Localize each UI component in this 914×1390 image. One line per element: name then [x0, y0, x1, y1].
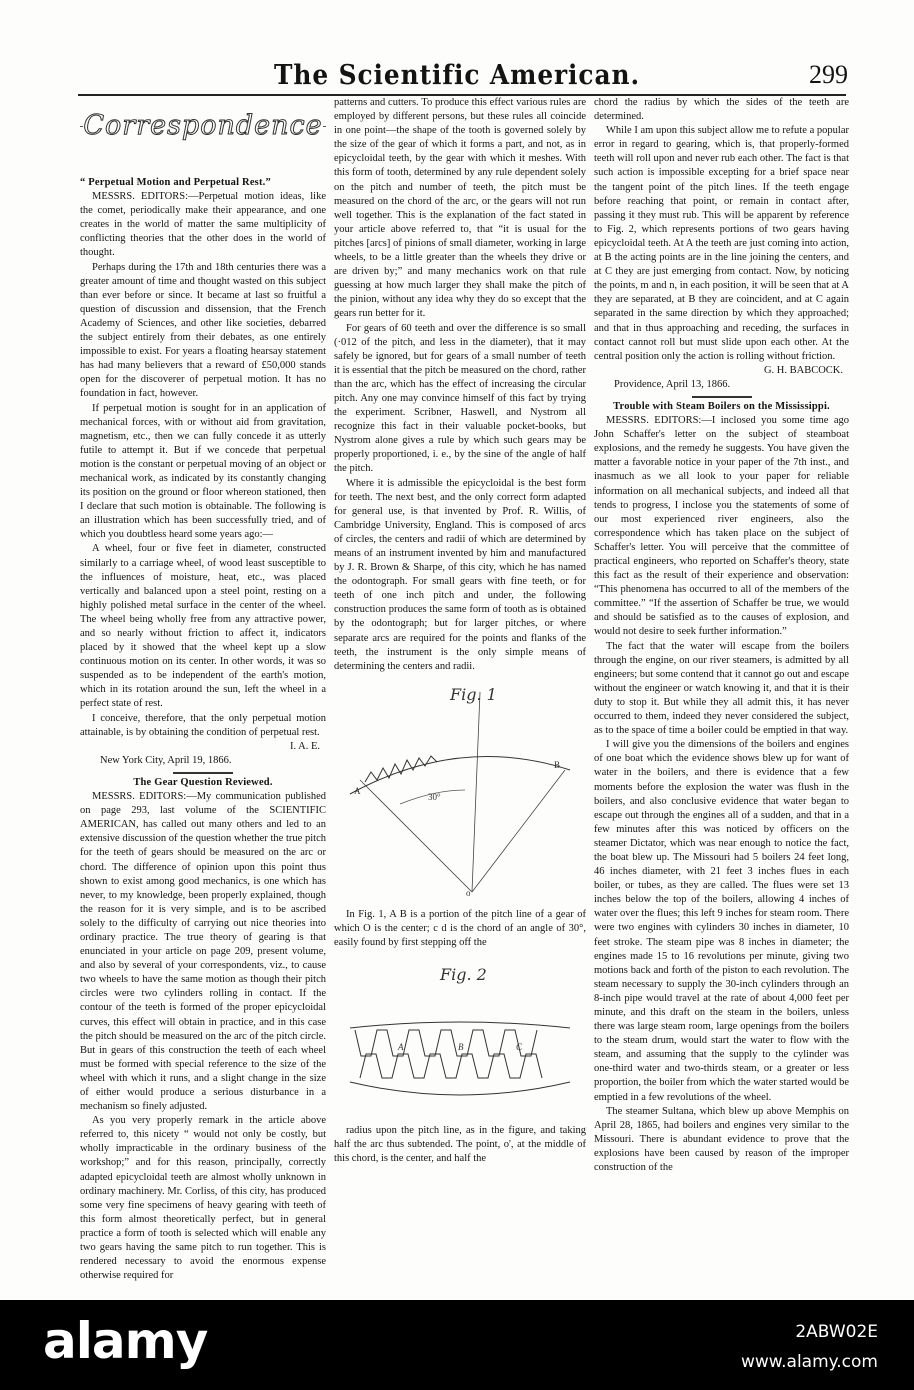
figure-1-center-line [472, 692, 480, 892]
figure-2-label-b: B [458, 1042, 464, 1053]
paragraph: In Fig. 1, A B is a portion of the pitch line of a gear of which O is the center; c d is the chord of an angle of 30°, easily found by first stepping off the [334, 908, 586, 949]
figure-1-point-o: o [466, 887, 471, 898]
paragraph: MESSRS. EDITORS:—Perpetual motion ideas, like the comet, periodically make their appearance, and one creates in the world of matter the same multiplicity of conflicting theories that the other does in the world of thought. [80, 191, 326, 259]
correspondence-banner [80, 96, 326, 156]
section-divider [692, 396, 752, 398]
banner-flourish-right [323, 126, 326, 127]
article-heading-steam-boilers: Trouble with Steam Boilers on the Mississippi. [613, 400, 830, 412]
figure-1-point-a: A [354, 785, 361, 796]
figure-2-label-a: A [398, 1042, 404, 1053]
paragraph: While I am upon this subject allow me to refute a popular error in regard to gearing, which is, that properly-formed teeth will roll upon and never rub each other. The fact is that such action is impossible excepting for a brief space near the tangent point of the pitch lines. If the teeth engage before reaching that point, or remain in contact after, passing it they must rub. This will be apparent by reference to Fig. 2, which represents portions of two gears having epicycloidal teeth. At A the teeth are just coming into action, at B the acting points are in the line joining the centers, and at C they are just emerging from contact. Now, by noticing the points, m and n, in each position, it will be seen that at A they are separated, at B they are coincident, and at C again separated in the same direction by which they approached; and that in thus approaching and receding, the surfaces in contact cannot roll but must slide upon each other. At the central position only the action is rolling without friction. [594, 125, 849, 362]
paragraph: Where it is admissible the epicycloidal is the best form for teeth. The next best, and the only correct form adapted for general use, is that invented by Prof. R. Willis, of Cambridge University, England. This is composed of arcs of circles, the centers and radii of which are determined by means of an instrument invented by him and manufactured by J. R. Brown & Sharpe, of this city, which he has named the odontograph. For small gears with fine teeth, or for teeth of one inch pitch and under, the following construction produces the same form of tooth as is obtained by the odontograph; but for larger pitches, or where separate arcs are required for the points and flanks of the teeth, the instrument is the only simple means of determining the centers and radii. [334, 477, 586, 672]
paragraph: Perhaps during the 17th and 18th centuries there was a greater amount of time and thought wasted on this subject than ever before or since. It became at last so fruitful a question of discussion and dissension, that the French Academy of Sciences, and other like societies, debarred the subject entirely from their debates, as one entirely impossible to exist. For years a floating hearsay statement has had many believers that a reward of £50,000 stands open for the discoverer of perpetual motion. It has no foundation in fact, however. [80, 261, 326, 400]
figure-2-lower-teeth [360, 1054, 542, 1078]
alamy-logo: alamy [43, 1312, 208, 1370]
figure-1-point-b: B [554, 759, 561, 770]
figure-2-caption: Fig. 2 [440, 965, 487, 985]
figure-2-label-c: C [516, 1042, 523, 1053]
figure-1-radius-line-b [472, 770, 565, 892]
column-1 [80, 96, 326, 1282]
paragraph: I will give you the dimensions of the boilers and engines of one boat which the evidence shows blew up for want of water in the boilers, and there is evidence that a few moments before the explosion the water was flush in the boilers, and also conclusive evidence that water began to escape out through the engines all of a sudden, and that in a few minutes after this was noticed by officers on the steamer Dictator, which was near enough to notice the fact, the boat blew up. The Missouri had 5 boilers 24 feet long, 46 inches diameter, with 21 feet 3 inches flues in each boiler, or tubes, as they are called. The flues were set 13 inches below the top of the boilers, allowing 4 inches of water over the flues; this left 9 inches for steam room. There were two engines with cylinders 30 inches in diameter, 10 feet stroke. The steam pipe was 8 inches in diameter; the engines made 15 to 16 revolutions per minute, giving two motions back and forth of the piston to each revolution. The steam necessary to supply the 30-inch cylinders through an 8-inch pipe would travel at the rate of about 4,000 feet per minute, and this draft on the steam in the boilers, unless there was large steam room, large openings from the boilers to the steam drum, would start the water to flow with the steam, and assuming that the supply to the cylinder was one-third water and two-thirds steam, or a greater or less proportion, the boiler from which the water started would be emptied in a few revolutions of the wheel. [594, 739, 849, 1103]
signature: I. A. E. [289, 740, 320, 752]
paragraph: The fact that the water will escape from the boilers through the engine, on our river steamers, is admitted by all engineers; but some contend that it cannot go out and escape without the engineer or watch knowing it, and that it is their duty to stop it. But while they all admit this, it has never occurred to them, indeed they never considered the subject, as to the space of time a boiler could be emptied in that way. [594, 640, 849, 737]
paragraph: If perpetual motion is sought for in an application of mechanical forces, with or without aid from gravitation, magnetism, etc., then we can fully concede it as utterly futile to attempt it. But if we concede that perpetual motion is the constant or perpetual moving of an object or mechanical work, as indicated by its constantly changing its position on the ground or floor whereon stationed, then I declare that such motion is obtainable. The following is an illustration which has been successfully tried, and of which you doubtless heard some years ago:— [80, 402, 326, 541]
figure-2-upper-teeth [355, 1030, 537, 1056]
masthead [0, 58, 914, 98]
column-2 [334, 96, 586, 1246]
page-number: 299 [809, 60, 848, 89]
site-url: www.alamy.com [740, 1352, 878, 1372]
dateline: New York City, April 19, 1866. [100, 754, 232, 766]
paragraph: I conceive, therefore, that the only perpetual motion attainable, is by obtaining the condition of perpetual rest. [80, 712, 326, 738]
figure-2-lower-gear [350, 1082, 570, 1095]
paragraph: MESSRS. EDITORS:—I inclosed you some time ago John Schaffer's letter on the subject of steamboat explosions, and the remedy he suggests. You have given the matter a favorable notice in your paper of the 7th inst., and inasmuch as we all look to your paper for reliable information on all mechanical subjects, and indeed all that tends to progress, I inclose you the statements of some of our most experienced river engineers, also the correspondence which has taken place on the subject of Schaffer's letter. You will perceive that the committee of practical engineers, who reported on Schaffer's theory, state this fact as the result of their experience and observation: “This phenomena has occurred to all of the members of the committee.” “If the assertion of Schaffer be true, we would and should be satisfied as to the causes of explosion, and would not desire to seek further information.” [594, 415, 849, 638]
figure-1-pitch-arc [350, 756, 570, 794]
stock-watermark-footer [0, 1300, 914, 1390]
figure-1-angle-label: 30° [428, 791, 441, 802]
dateline: Providence, April 13, 1866. [614, 378, 731, 390]
figure-1-teeth [365, 756, 437, 782]
figure-2-gear-diagram [340, 958, 580, 1118]
figure-2-upper-gear [350, 1022, 570, 1028]
figure-1-radius-line [360, 780, 472, 892]
figure-1-gear-diagram [340, 682, 580, 902]
paragraph: patterns and cutters. To produce this effect various rules are employed by different persons, but these rules all coincide in one point—the shape of the tooth is governed solely by the size of the gear of which it forms a part, and not, as in epicycloidal teeth, by the gear with which it meshes. With this form of tooth, determined by any rule dependent solely on the pitch and number of teeth, the pitch must be measured on the chord of the arc, or the gears will not run well together. This is the explanation of the fact stated in your article above referred to, that “it is usual for the pitches [arcs] of pinions of small diameter, working in large wheels, to be a little greater than the wheels they drive or are driven by;” and many mechanics work on that rule guessing at how much larger they shall make the pitch of the pinion, without any idea why they do so except that the gears run better for it. [334, 97, 586, 320]
paragraph: As you very properly remark in the article above referred to, this nicety “ would not only be costly, but wholly impracticable in the ordinary business of the workshop;” and for this reason, principally, correctly adapted epicycloidal teeth are almost wholly unknown in ordinary machinery. Mr. Corliss, of this city, has produced some very fine specimens of heavy gearing with teeth of this form almost theoretically perfect, but in general practice a form of tooth is selected which will enable any two gears having the same pitch to run together. This is rendered necessary to avoid the enormous expense otherwise required for [80, 1115, 326, 1282]
figure-1-caption: Fig. 1 [450, 684, 497, 704]
paragraph: MESSRS. EDITORS:—My communication published on page 293, last volume of the SCIENTIFIC AMERICAN, has called out many others and led to an extensive discussion of the question whether the true pitch for the teeth of gears should be measured on the arc or chord. The difference of opinion upon this point thus shown to exist among good mechanics, is one which has never, to my knowledge, been properly explained, though the reason for it is very simple, and is to be ascribed solely to the difficulty of carrying out nice theories into ordinary practice. The true theory of gearing is that enunciated in your article on page 209, present volume, and also by several of your correspondents, viz., to cause two wheels to have the same motion as though their pitch circles were two cylinders rolling in contact. If the contour of the teeth is formed of the proper epicycloidal curves, this effect will obtain in practice, and in this case the pitch should be measured on the arc of the pitch circle. But in gears of this construction the teeth of each wheel must be formed with special reference to the size of the wheel with which it runs, and a slight change in the size of either would produce a serious disturbance in a mechanism so finely adjusted. [80, 791, 326, 1113]
image-id: 2ABW02E [795, 1322, 878, 1342]
article-heading-gear-question: The Gear Question Reviewed. [133, 776, 273, 788]
column-3 [594, 96, 849, 1246]
paragraph: For gears of 60 teeth and over the difference is so small (·012 of the pitch, and less in the diameter), that it may safely be ignored, but for gears of a small number of teeth it is essential that the pitch be measured on the chord, rather than the arc, which has the effect of increasing the circular pitch. Any one may convince himself of this fact by trying the experiment. Scribner, Haswell, and Nystrom all recognize this fact in their valuable pocket-books, but Nystrom alone gives a rule by which such gears may be properly proportioned, i. e., by the sine of the angle of half the pitch. [334, 322, 586, 475]
section-divider [173, 772, 233, 774]
paragraph: The steamer Sultana, which blew up above Memphis on April 28, 1865, had boilers and engines very similar to the Missouri. There is abundant evidence to prove that the explosions have been caused by reason of the improper construction of the [594, 1105, 849, 1174]
article-heading-perpetual-motion: “ Perpetual Motion and Perpetual Rest.” [80, 177, 271, 188]
paragraph: A wheel, four or five feet in diameter, constructed similarly to a carriage wheel, of wood least susceptible to the influences of moisture, heat, etc., was placed vertically and balanced upon a steel point, resting on a highly polished metal surface in the center of the wheel. The wheel being wholly free from any attractive power, and so nearly without friction to affect it, indicators placed by it showed that the wheel kept up a slow continuous motion on its center. In other words, it was so suspended as to be independent of the earth's motion, which in its rotation around the sun, left the wheel in a perfect state of rest. [80, 543, 326, 710]
signature: G. H. BABCOCK. [763, 364, 843, 376]
banner-text: Correspondence [83, 109, 323, 141]
masthead-title: The Scientific American. [273, 60, 641, 91]
paragraph: chord the radius by which the sides of the teeth are determined. [594, 97, 849, 123]
paragraph: radius upon the pitch line, as in the figure, and taking half the arc thus subtended. The point, o', at the middle of this chord, is the center, and half the [334, 1125, 586, 1165]
